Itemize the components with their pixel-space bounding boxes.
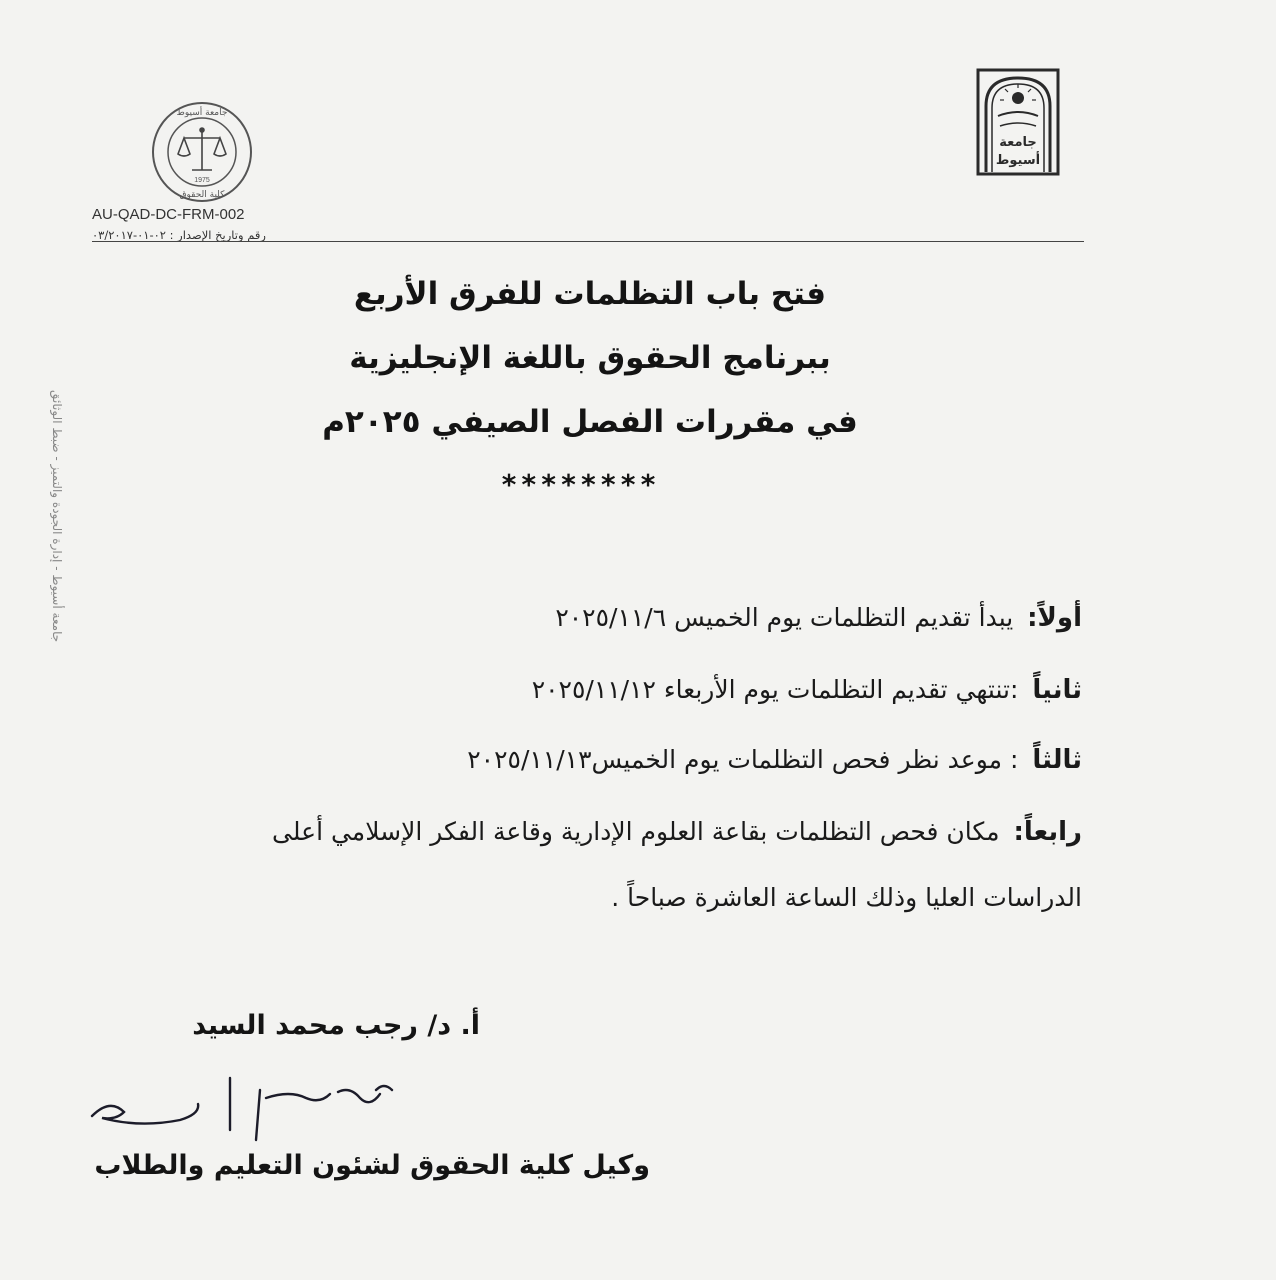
signer-name: أ. د/ رجب محمد السيد [192, 1010, 480, 1041]
item-text: :تنتهي تقديم التظلمات يوم الأربعاء ٢٠٢٥/١١/١٢ [531, 675, 1019, 704]
item-text: : موعد نظر فحص التظلمات يوم الخميس٢٠٢٥/١١/١٣ [467, 745, 1019, 774]
list-item [532, 675, 1082, 705]
signer-title: وكيل كلية الحقوق لشئون التعليم والطلاب [94, 1150, 650, 1181]
faculty-seal [150, 100, 254, 204]
logo-text-1: جامعة [999, 135, 1037, 150]
item-text: يبدأ تقديم التظلمات يوم الخميس ٢٠٢٥/١١/٦ [555, 603, 1014, 632]
header-divider [92, 241, 1084, 242]
item-text: مكان فحص التظلمات بقاعة العلوم الإدارية وقاعة الفكر الإسلامي أعلى [272, 817, 1000, 846]
item-label: أولاً: [1027, 603, 1082, 633]
list-item-continuation: الدراسات العليا وذلك الساعة العاشرة صباحاً . [611, 883, 1082, 912]
logo-text-2: أسيوط [995, 153, 1041, 168]
item-label: رابعاً: [1013, 817, 1082, 847]
list-item [272, 817, 1082, 847]
form-code: AU-QAD-DC-FRM-002 [92, 206, 245, 223]
scales-icon [178, 128, 226, 170]
title-line-3: في مقررات الفصل الصيفي ٢٠٢٥م [322, 404, 858, 440]
title-line-2: ببرنامج الحقوق باللغة الإنجليزية [349, 340, 831, 376]
issue-number-date: رقم وتاريخ الإصدار : ٠٢-٠١-٠٣/٢٠١٧ [92, 228, 266, 242]
list-item [555, 603, 1082, 633]
side-margin-text: جامعة أسيوط - إدارة الجودة والتميز - ضبط الوثائق [50, 390, 64, 643]
announcement-title [280, 262, 900, 454]
list-item [467, 745, 1082, 775]
university-logo [976, 68, 1060, 176]
title-separator: ******** [500, 468, 660, 501]
seal-top-text: جامعة أسيوط [176, 108, 228, 118]
item-label: ثالثاً [1032, 745, 1082, 775]
item-label: ثانياً [1032, 675, 1082, 705]
handwritten-signature [80, 1068, 400, 1148]
title-line-1: فتح باب التظلمات للفرق الأربع [353, 276, 827, 312]
seal-bottom-text: كلية الحقوق [179, 190, 225, 200]
seal-year: 1975 [194, 177, 210, 184]
